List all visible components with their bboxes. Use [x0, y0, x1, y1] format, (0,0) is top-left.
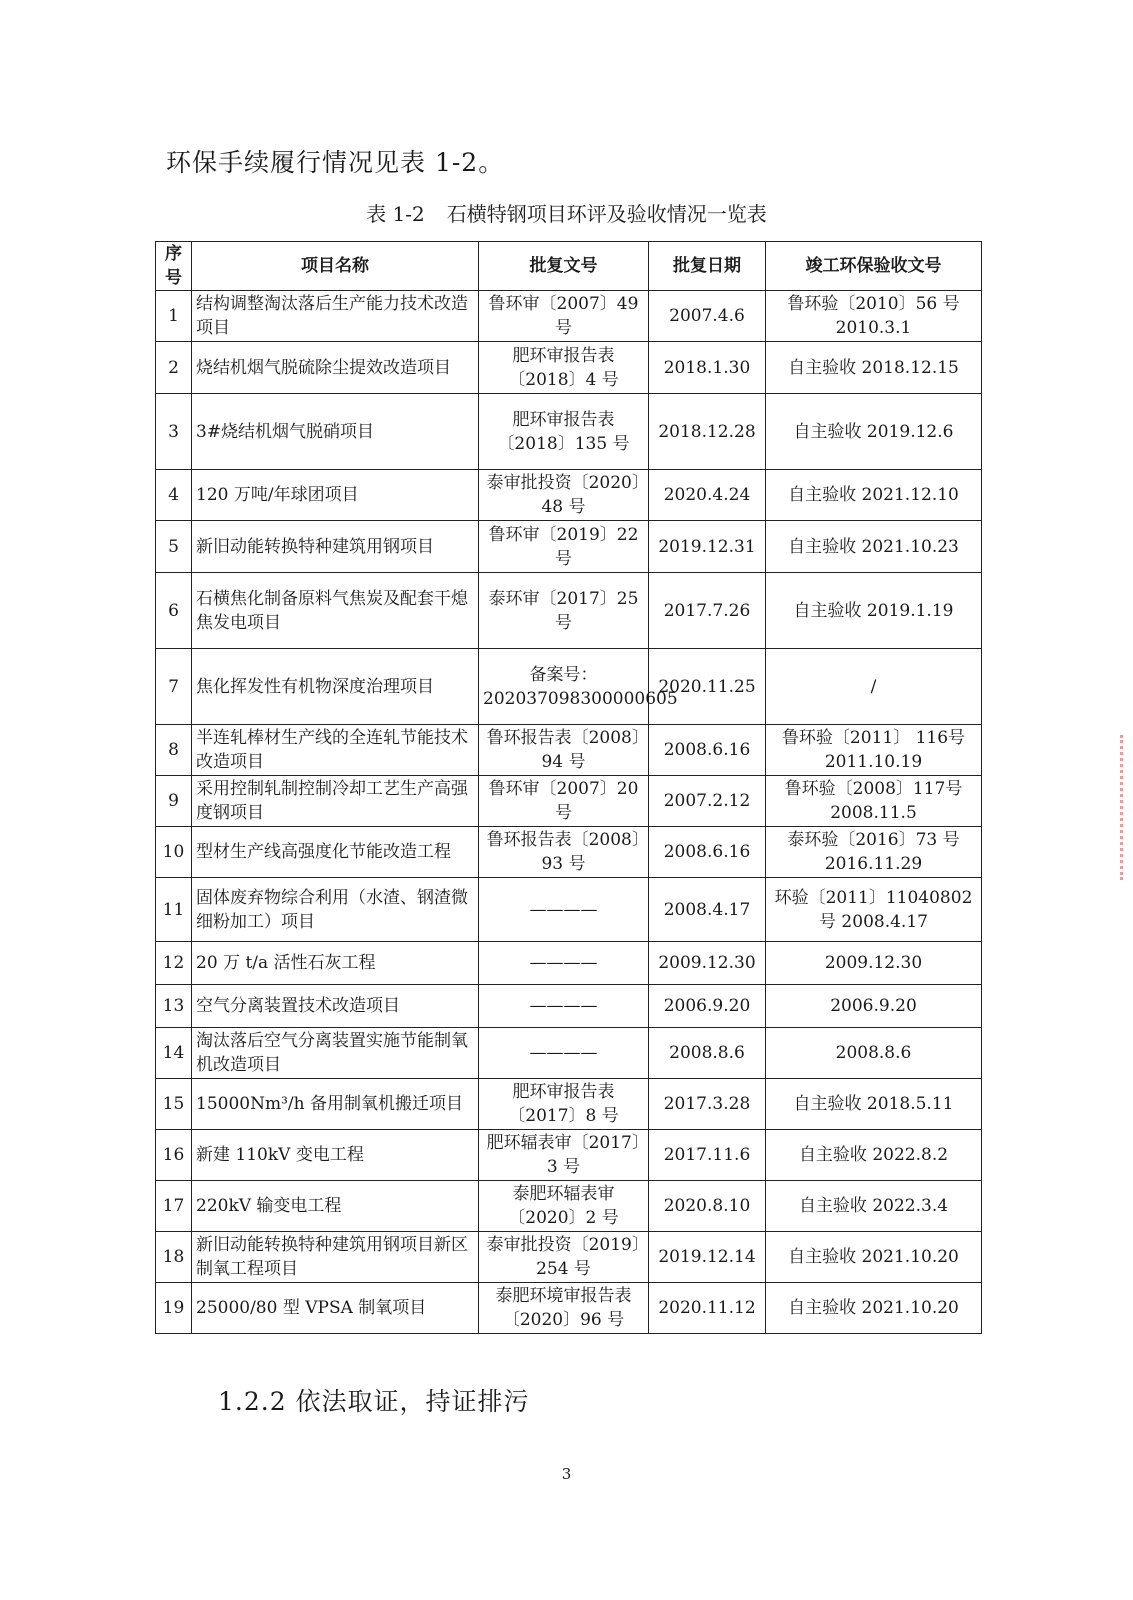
table-title: 石横特钢项目环评及验收情况一览表 [446, 202, 767, 226]
project-name: 新旧动能转换特种建筑用钢项目 [192, 521, 479, 573]
header-row [156, 242, 982, 291]
row-index: 16 [156, 1130, 192, 1181]
table-row [156, 1283, 982, 1334]
approval-date: 2017.7.26 [649, 573, 766, 649]
approval-date: 2008.4.17 [649, 878, 766, 942]
row-index: 13 [156, 985, 192, 1028]
project-name: 淘汰落后空气分离装置实施节能制氧机改造项目 [192, 1028, 479, 1079]
approval-ref: ———— [479, 942, 649, 985]
acceptance-ref: 2008.8.6 [766, 1028, 982, 1079]
approval-date: 2020.8.10 [649, 1181, 766, 1232]
approval-ref: 鲁环审〔2007〕20号 [479, 776, 649, 827]
projects-table [155, 241, 982, 1334]
row-index: 17 [156, 1181, 192, 1232]
approval-ref: ———— [479, 985, 649, 1028]
row-index: 6 [156, 573, 192, 649]
acceptance-ref: 自主验收 2018.12.15 [766, 342, 982, 394]
acceptance-ref: 自主验收 2021.10.23 [766, 521, 982, 573]
acceptance-ref: 自主验收 2019.12.6 [766, 394, 982, 470]
project-name: 半连轧棒材生产线的全连轧节能技术改造项目 [192, 725, 479, 776]
approval-date: 2019.12.14 [649, 1232, 766, 1283]
row-index: 5 [156, 521, 192, 573]
project-name: 结构调整淘汰落后生产能力技术改造项目 [192, 291, 479, 342]
header-idx: 序号 [156, 242, 192, 291]
project-name: 型材生产线高强度化节能改造工程 [192, 827, 479, 878]
table-row [156, 291, 982, 342]
table-row [156, 1028, 982, 1079]
table-row [156, 470, 982, 521]
approval-ref: 肥环审报告表〔2017〕8 号 [479, 1079, 649, 1130]
approval-ref: 鲁环报告表〔2008〕93 号 [479, 827, 649, 878]
approval-date: 2008.8.6 [649, 1028, 766, 1079]
approval-ref: ———— [479, 1028, 649, 1079]
row-index: 3 [156, 394, 192, 470]
approval-ref: ———— [479, 878, 649, 942]
table-row [156, 342, 982, 394]
project-name: 焦化挥发性有机物深度治理项目 [192, 649, 479, 725]
approval-date: 2020.4.24 [649, 470, 766, 521]
approval-ref: 备案号：202037098300000605 [479, 649, 649, 725]
row-index: 7 [156, 649, 192, 725]
acceptance-ref: 自主验收 2021.10.20 [766, 1232, 982, 1283]
table-body [156, 291, 982, 1334]
row-index: 4 [156, 470, 192, 521]
row-index: 1 [156, 291, 192, 342]
project-name: 15000Nm³/h 备用制氧机搬迁项目 [192, 1079, 479, 1130]
acceptance-ref: 自主验收 2022.3.4 [766, 1181, 982, 1232]
header-date: 批复日期 [649, 242, 766, 291]
table-row [156, 1232, 982, 1283]
approval-date: 2008.6.16 [649, 827, 766, 878]
project-name: 新建 110kV 变电工程 [192, 1130, 479, 1181]
approval-date: 2009.12.30 [649, 942, 766, 985]
table-row [156, 776, 982, 827]
table-row [156, 827, 982, 878]
approval-date: 2017.3.28 [649, 1079, 766, 1130]
section-heading: 1.2.2 依法取证，持证排污 [218, 1387, 530, 1416]
approval-ref: 鲁环审〔2007〕49号 [479, 291, 649, 342]
table-row [156, 649, 982, 725]
row-index: 12 [156, 942, 192, 985]
project-name: 采用控制轧制控制冷却工艺生产高强度钢项目 [192, 776, 479, 827]
project-name: 空气分离装置技术改造项目 [192, 985, 479, 1028]
approval-date: 2018.1.30 [649, 342, 766, 394]
header-ref: 批复文号 [479, 242, 649, 291]
acceptance-ref: 自主验收 2018.5.11 [766, 1079, 982, 1130]
acceptance-ref: 自主验收 2019.1.19 [766, 573, 982, 649]
acceptance-ref: 鲁环验〔2011〕 116号 2011.10.19 [766, 725, 982, 776]
row-index: 14 [156, 1028, 192, 1079]
acceptance-ref: 鲁环验〔2010〕56 号 2010.3.1 [766, 291, 982, 342]
project-name: 20 万 t/a 活性石灰工程 [192, 942, 479, 985]
approval-date: 2019.12.31 [649, 521, 766, 573]
project-name: 25000/80 型 VPSA 制氧项目 [192, 1283, 479, 1334]
project-name: 新旧动能转换特种建筑用钢项目新区制氧工程项目 [192, 1232, 479, 1283]
approval-date: 2008.6.16 [649, 725, 766, 776]
approval-ref: 肥环辐表审〔2017〕3 号 [479, 1130, 649, 1181]
approval-ref: 泰审批投资〔2019〕254 号 [479, 1232, 649, 1283]
project-name: 固体废弃物综合利用（水渣、钢渣微细粉加工）项目 [192, 878, 479, 942]
acceptance-ref: 2009.12.30 [766, 942, 982, 985]
acceptance-ref: 自主验收 2021.12.10 [766, 470, 982, 521]
approval-ref: 泰审批投资〔2020〕48 号 [479, 470, 649, 521]
table-row [156, 1130, 982, 1181]
row-index: 15 [156, 1079, 192, 1130]
approval-ref: 鲁环审〔2019〕22号 [479, 521, 649, 573]
table-row [156, 878, 982, 942]
approval-ref: 肥环审报告表〔2018〕4 号 [479, 342, 649, 394]
project-name: 烧结机烟气脱硫除尘提效改造项目 [192, 342, 479, 394]
row-index: 19 [156, 1283, 192, 1334]
page-number: 3 [561, 1465, 572, 1483]
row-index: 2 [156, 342, 192, 394]
red-seal-edge [1120, 735, 1133, 880]
table-row [156, 942, 982, 985]
project-name: 120 万吨/年球团项目 [192, 470, 479, 521]
acceptance-ref: 自主验收 2021.10.20 [766, 1283, 982, 1334]
row-index: 18 [156, 1232, 192, 1283]
project-name: 3#烧结机烟气脱硝项目 [192, 394, 479, 470]
table-row [156, 394, 982, 470]
approval-ref: 泰环审〔2017〕25号 [479, 573, 649, 649]
table-row [156, 985, 982, 1028]
table-row [156, 521, 982, 573]
row-index: 11 [156, 878, 192, 942]
approval-date: 2007.4.6 [649, 291, 766, 342]
table-row [156, 725, 982, 776]
table-caption [0, 198, 1133, 227]
approval-date: 2020.11.25 [649, 649, 766, 725]
header-name: 项目名称 [192, 242, 479, 291]
table-row [156, 573, 982, 649]
row-index: 8 [156, 725, 192, 776]
approval-date: 2007.2.12 [649, 776, 766, 827]
approval-ref: 肥环审报告表〔2018〕135 号 [479, 394, 649, 470]
acceptance-ref: / [766, 649, 982, 725]
acceptance-ref: 鲁环验〔2008〕117号 2008.11.5 [766, 776, 982, 827]
approval-date: 2020.11.12 [649, 1283, 766, 1334]
table-number: 表 1-2 [366, 202, 425, 226]
acceptance-ref: 2006.9.20 [766, 985, 982, 1028]
approval-ref: 泰肥环辐表审〔2020〕2 号 [479, 1181, 649, 1232]
row-index: 9 [156, 776, 192, 827]
project-name: 220kV 输变电工程 [192, 1181, 479, 1232]
row-index: 10 [156, 827, 192, 878]
acceptance-ref: 环验〔2011〕11040802号 2008.4.17 [766, 878, 982, 942]
table-row [156, 1079, 982, 1130]
approval-date: 2006.9.20 [649, 985, 766, 1028]
table-row [156, 1181, 982, 1232]
project-name: 石横焦化制备原料气焦炭及配套干熄焦发电项目 [192, 573, 479, 649]
approval-ref: 鲁环报告表〔2008〕94 号 [479, 725, 649, 776]
intro-text: 环保手续履行情况见表 1-2。 [166, 148, 505, 177]
approval-date: 2018.12.28 [649, 394, 766, 470]
header-acceptance: 竣工环保验收文号 [766, 242, 982, 291]
approval-ref: 泰肥环境审报告表〔2020〕96 号 [479, 1283, 649, 1334]
acceptance-ref: 自主验收 2022.8.2 [766, 1130, 982, 1181]
approval-date: 2017.11.6 [649, 1130, 766, 1181]
acceptance-ref: 泰环验〔2016〕73 号 2016.11.29 [766, 827, 982, 878]
